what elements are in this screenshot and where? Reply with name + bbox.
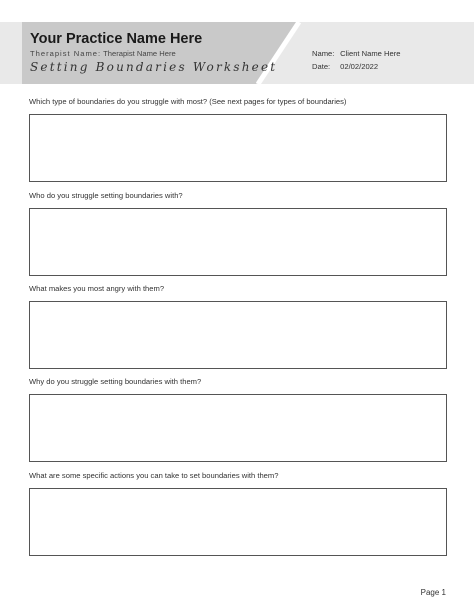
date-value: 02/02/2022 — [340, 62, 379, 71]
question-4 — [29, 377, 447, 462]
header — [0, 0, 474, 88]
client-info — [312, 47, 400, 73]
answer-box-3[interactable] — [29, 301, 447, 369]
question-3 — [29, 284, 447, 369]
question-4-text: Why do you struggle setting boundaries with them? — [29, 377, 202, 386]
question-3-text: What makes you most angry with them? — [29, 284, 165, 293]
page-number: Page 1 — [420, 588, 446, 597]
question-2-text: Who do you struggle setting boundaries with? — [29, 191, 183, 200]
question-1 — [29, 97, 447, 182]
question-5 — [29, 471, 447, 556]
worksheet-title: Setting Boundaries Worksheet — [30, 60, 278, 74]
therapist-name: Therapist Name Here — [103, 49, 176, 58]
client-name-row — [312, 47, 400, 60]
practice-name: Your Practice Name Here — [30, 31, 203, 47]
answer-box-1[interactable] — [29, 114, 447, 182]
date-row — [312, 60, 400, 73]
question-2 — [29, 191, 447, 276]
client-name-label: Name: — [312, 49, 335, 58]
client-name-value: Client Name Here — [340, 49, 401, 58]
answer-box-5[interactable] — [29, 488, 447, 556]
answer-box-2[interactable] — [29, 208, 447, 276]
date-label: Date: — [312, 62, 331, 71]
answer-box-4[interactable] — [29, 394, 447, 462]
therapist-label: Therapist Name: — [30, 49, 102, 58]
question-5-text: What are some specific actions you can take to set boundaries with them? — [29, 471, 279, 480]
question-1-text: Which type of boundaries do you struggle with most? (See next pages for types of boundaries) — [29, 97, 347, 106]
therapist-line — [30, 49, 176, 58]
